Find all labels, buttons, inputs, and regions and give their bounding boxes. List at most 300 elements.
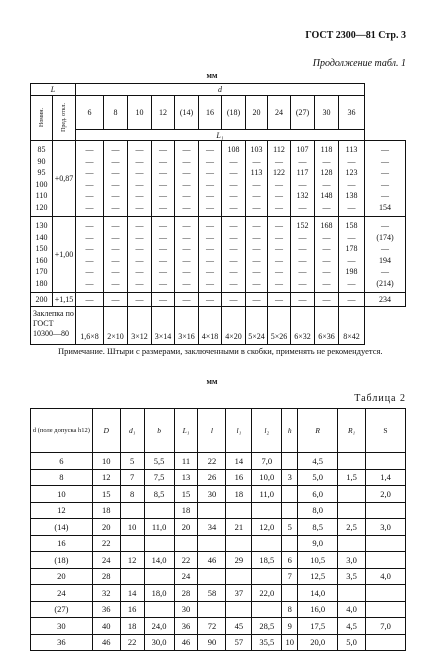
rivet-size: 2×10 (104, 307, 128, 345)
cell-value: — (275, 267, 283, 276)
cell-value: — (229, 221, 238, 230)
d-value: (14) (175, 96, 199, 130)
table1-unit: мм (206, 71, 218, 80)
table-cell: 5 (282, 519, 298, 536)
cell-value: — (111, 191, 120, 200)
cell-value: — (182, 168, 191, 177)
rivet-size: 5×24 (246, 307, 268, 345)
cell-value: — (182, 232, 191, 242)
table-cell (252, 502, 282, 519)
cell-value: — (298, 202, 307, 212)
cell-value: — (111, 179, 120, 189)
cell-value: — (111, 221, 120, 230)
table2-header: l₂ (252, 409, 282, 453)
table-cell: 2,0 (366, 486, 406, 503)
table-row (31, 618, 406, 635)
table-cell: — (76, 293, 104, 307)
table-cell: 36 (174, 618, 198, 635)
table2-header: l (198, 409, 226, 453)
table-cell: 13 (174, 469, 198, 486)
table2-header: b (144, 409, 174, 453)
table-cell: 18 (226, 486, 252, 503)
table-row (31, 552, 406, 569)
table-cell: 12 (92, 469, 120, 486)
table-row (31, 453, 406, 470)
table-cell: 18,0 (144, 585, 174, 602)
table-cell: 4,0 (366, 568, 406, 585)
table-cell (120, 535, 144, 552)
cell-value: — (347, 278, 356, 288)
table2-header: d (поле допуска h12) (31, 409, 93, 453)
cell-value: 194 (379, 255, 391, 265)
cell-value: — (229, 156, 238, 166)
cell-value: — (322, 179, 331, 189)
table2-title: Таблица 2 (354, 393, 406, 404)
cell-value: — (347, 232, 356, 242)
L-value: 120 (35, 202, 48, 212)
table-row (31, 486, 406, 503)
table-cell: 12,0 (252, 519, 282, 536)
cell-value: — (206, 191, 214, 200)
table-cell (339, 217, 365, 293)
table-cell: 10 (31, 486, 93, 503)
cell-value: 148 (320, 191, 333, 200)
d-value: (27) (291, 96, 315, 130)
table-cell: 24 (92, 552, 120, 569)
table-cell (268, 217, 291, 293)
d-value: 16 (199, 96, 222, 130)
table-row (31, 568, 406, 585)
table-cell: 24 (31, 585, 93, 602)
cell-value: — (182, 156, 191, 166)
rivet-size: 3×14 (152, 307, 175, 345)
cell-value: — (182, 202, 191, 212)
cell-value: — (85, 255, 94, 265)
table-cell (120, 502, 144, 519)
cell-value: — (229, 168, 238, 177)
cell-value: — (135, 244, 144, 253)
table-cell: 8,0 (298, 502, 338, 519)
cell-value: — (298, 232, 307, 242)
table-cell: 22 (174, 552, 198, 569)
cell-value: — (322, 232, 331, 242)
cell-value: — (135, 221, 144, 230)
table-cell: 9 (282, 618, 298, 635)
table-row (31, 601, 406, 618)
cell-value: — (252, 156, 261, 166)
table-cell: 7,5 (144, 469, 174, 486)
table-cell: 30 (198, 486, 226, 503)
table-cell: 46 (92, 634, 120, 651)
cell-value: — (229, 278, 238, 288)
table-cell: 5,0 (298, 469, 338, 486)
cell-value: — (229, 255, 238, 265)
rivet-size: 8×42 (339, 307, 365, 345)
table-cell: 37 (226, 585, 252, 602)
cell-value: — (135, 255, 144, 265)
d-value: 30 (315, 96, 339, 130)
table-cell: 10 (92, 453, 120, 470)
table-cell (226, 502, 252, 519)
table-cell: 30 (31, 618, 93, 635)
table-cell: 20 (92, 519, 120, 536)
table-cell: 22 (92, 535, 120, 552)
table-cell: 26 (198, 469, 226, 486)
table-cell: 22,0 (252, 585, 282, 602)
table-cell: 21 (226, 519, 252, 536)
table-cell: 5,0 (338, 634, 366, 651)
table-cell: (14) (31, 519, 93, 536)
cell-value: 118 (320, 145, 333, 154)
cell-value: — (347, 156, 356, 166)
table-cell: 8 (282, 601, 298, 618)
table-cell (366, 535, 406, 552)
cell-value: — (275, 255, 283, 265)
table-cell: 30,0 (144, 634, 174, 651)
table-cell: 40 (92, 618, 120, 635)
cell-value: 122 (273, 168, 285, 177)
cell-value: 138 (345, 191, 358, 200)
table-cell (246, 141, 268, 217)
cell-value: — (182, 191, 191, 200)
table-cell (76, 141, 104, 217)
table2 (30, 408, 406, 651)
col-header-L1: L₁ (76, 130, 365, 141)
table-cell: 29 (226, 552, 252, 569)
table-cell (198, 601, 226, 618)
cell-value: — (322, 255, 331, 265)
table-cell: 11 (174, 453, 198, 470)
cell-value: — (159, 244, 167, 253)
cell-value: — (322, 278, 331, 288)
cell-value: — (381, 244, 389, 253)
cell-value: — (111, 202, 120, 212)
L-value: 90 (37, 156, 46, 166)
cell-value: — (159, 145, 167, 154)
L-value: 140 (35, 232, 48, 242)
table-cell: 18 (120, 618, 144, 635)
cell-value: 108 (227, 145, 240, 154)
cell-value: — (322, 244, 331, 253)
table1-rivet-row (31, 307, 406, 345)
cell-value: — (275, 191, 283, 200)
cell-value: — (275, 278, 283, 288)
table-cell: 16 (226, 469, 252, 486)
cell-value: — (381, 267, 389, 276)
table2-header: h (282, 409, 298, 453)
cell-value: — (347, 202, 356, 212)
tolerance-2: +1,00 (53, 217, 76, 293)
table-row (31, 519, 406, 536)
table-cell: 14,0 (144, 552, 174, 569)
table1-group1 (31, 141, 406, 217)
table-cell (152, 217, 175, 293)
cell-value: — (182, 255, 191, 265)
cell-value: — (135, 168, 144, 177)
cell-value: — (85, 145, 94, 154)
table-cell: 12 (31, 502, 93, 519)
table-cell: 1,4 (366, 469, 406, 486)
cell-value: — (135, 191, 144, 200)
table-cell: — (152, 293, 175, 307)
table-cell (366, 453, 406, 470)
table-cell: 16,0 (298, 601, 338, 618)
table-cell: 28 (92, 568, 120, 585)
cell-value: — (252, 221, 261, 230)
table-cell: 8 (120, 486, 144, 503)
cell-value: — (381, 168, 389, 177)
table-cell: 12,5 (298, 568, 338, 585)
rivet-size: 4×20 (222, 307, 246, 345)
table-cell (175, 217, 199, 293)
cell-value: — (111, 267, 120, 276)
table-cell: 15 (92, 486, 120, 503)
table-cell: — (222, 293, 246, 307)
cell-value: — (135, 179, 144, 189)
cell-value: — (159, 267, 167, 276)
table-cell: 58 (198, 585, 226, 602)
table-row (31, 535, 406, 552)
table-cell: 10 (120, 519, 144, 536)
cell-value: — (85, 202, 94, 212)
table-cell (120, 568, 144, 585)
table-cell: — (199, 293, 222, 307)
cell-value: — (298, 267, 307, 276)
table1-group2 (31, 217, 406, 293)
table2-header: S (366, 409, 406, 453)
cell-value: 107 (296, 145, 309, 154)
table-cell: 3,0 (338, 552, 366, 569)
table-cell: 3 (282, 469, 298, 486)
table-cell: 18 (92, 502, 120, 519)
table-cell: 1,5 (338, 469, 366, 486)
cell-value: 198 (345, 267, 358, 276)
cell-value: — (252, 202, 261, 212)
cell-value: 112 (273, 145, 285, 154)
table-cell: 2,5 (338, 519, 366, 536)
L-value: 200 (31, 293, 53, 307)
L-value: 95 (37, 168, 46, 177)
table-cell: 4,0 (338, 601, 366, 618)
d-value: 12 (152, 96, 175, 130)
table-cell (282, 453, 298, 470)
table-cell (128, 217, 152, 293)
table1 (30, 83, 406, 345)
cell-value: — (159, 168, 167, 177)
cell-value: — (111, 255, 120, 265)
cell-value: — (85, 168, 94, 177)
cell-value: — (252, 255, 261, 265)
cell-value: — (159, 221, 167, 230)
table-cell: 20,0 (298, 634, 338, 651)
d-value: 8 (104, 96, 128, 130)
cell-value: — (322, 156, 331, 166)
table-cell: 34 (198, 519, 226, 536)
L-values-2 (31, 217, 53, 293)
col-header-nominal: Номин. (31, 96, 53, 141)
cell-value: — (347, 179, 356, 189)
d-value: 6 (76, 96, 104, 130)
cell-value: — (206, 255, 214, 265)
table-cell: 90 (198, 634, 226, 651)
table-cell: 20 (31, 568, 93, 585)
table-cell: 7 (282, 568, 298, 585)
table-cell (252, 601, 282, 618)
cell-value: — (229, 191, 238, 200)
cell-value: — (275, 244, 283, 253)
cell-value: — (182, 145, 191, 154)
cell-value: — (298, 156, 307, 166)
table-cell (366, 585, 406, 602)
cell-value: — (206, 168, 214, 177)
table-cell: 6 (282, 552, 298, 569)
cell-value: — (135, 202, 144, 212)
cell-value: — (135, 278, 144, 288)
table-cell (144, 568, 174, 585)
table-cell: 16 (31, 535, 93, 552)
table-cell: 8 (31, 469, 93, 486)
L-value: 180 (35, 278, 48, 288)
cell-value: (214) (376, 278, 394, 288)
L-value: 150 (35, 244, 48, 253)
cell-value: — (135, 156, 144, 166)
table-cell (365, 141, 406, 217)
cell-value: — (229, 267, 238, 276)
cell-value: — (111, 156, 120, 166)
cell-value: — (252, 267, 261, 276)
cell-value: — (85, 267, 94, 276)
table-cell: 7,0 (366, 618, 406, 635)
table-cell: 16 (120, 601, 144, 618)
d-value: 24 (268, 96, 291, 130)
table-cell (226, 568, 252, 585)
table-cell: 7,0 (252, 453, 282, 470)
table-cell: 36 (92, 601, 120, 618)
cell-value: 132 (296, 191, 309, 200)
table-cell: (18) (31, 552, 93, 569)
table-cell: 20 (174, 519, 198, 536)
cell-value: 103 (250, 145, 263, 154)
cell-value: (174) (376, 232, 394, 242)
cell-value: — (159, 156, 167, 166)
cell-value: — (252, 278, 261, 288)
table-cell (246, 217, 268, 293)
rivet-size: 1,6×8 (76, 307, 104, 345)
d-value: 36 (339, 96, 365, 130)
table-cell: 3,5 (338, 568, 366, 585)
table-cell: 24 (174, 568, 198, 585)
rivet-size: 3×16 (175, 307, 199, 345)
table-cell: 9,0 (298, 535, 338, 552)
cell-value: — (159, 202, 167, 212)
table-cell: — (315, 293, 339, 307)
table-cell (226, 535, 252, 552)
L-value: 170 (35, 267, 48, 276)
table-cell (198, 535, 226, 552)
cell-value: — (111, 232, 120, 242)
col-header-L: L (31, 84, 76, 96)
cell-value: 178 (345, 244, 358, 253)
table-cell (144, 502, 174, 519)
L-value: 160 (35, 255, 48, 265)
table-cell (282, 502, 298, 519)
cell-value: — (85, 156, 94, 166)
table-cell: — (246, 293, 268, 307)
rivet-size: 6×36 (315, 307, 339, 345)
table-cell: 57 (226, 634, 252, 651)
cell-value: — (252, 179, 261, 189)
table-cell (252, 535, 282, 552)
table-cell: 22 (120, 634, 144, 651)
table-row (31, 634, 406, 651)
table-cell: 6,0 (298, 486, 338, 503)
cell-value: — (159, 232, 167, 242)
table-cell: 8,5 (144, 486, 174, 503)
tolerance-1: +0,87 (53, 141, 76, 217)
table-cell (338, 486, 366, 503)
table-cell: 7 (120, 469, 144, 486)
cell-value: — (182, 267, 191, 276)
table-cell (144, 535, 174, 552)
cell-value: — (229, 179, 238, 189)
table-cell: 18 (174, 502, 198, 519)
table2-header: d₁ (120, 409, 144, 453)
cell-value: — (322, 267, 331, 276)
table-row (31, 502, 406, 519)
cell-value: — (206, 202, 214, 212)
table-cell: 4,5 (338, 618, 366, 635)
table-cell (128, 141, 152, 217)
cell-value: — (111, 278, 120, 288)
table-cell (222, 217, 246, 293)
table-cell (338, 502, 366, 519)
cell-value: — (206, 221, 214, 230)
table-cell: 10,5 (298, 552, 338, 569)
cell-value: — (85, 278, 94, 288)
table-cell: 14,0 (298, 585, 338, 602)
table-cell (268, 141, 291, 217)
table-cell (222, 141, 246, 217)
table-cell: 12 (120, 552, 144, 569)
d-value: 10 (128, 96, 152, 130)
cell-value: — (159, 191, 167, 200)
table-cell: — (291, 293, 315, 307)
table-cell: 32 (92, 585, 120, 602)
table-cell: — (268, 293, 291, 307)
table-cell (338, 585, 366, 602)
table-cell (291, 141, 315, 217)
cell-value: — (206, 267, 214, 276)
col-header-d: d (76, 84, 365, 96)
cell-value: 158 (345, 221, 358, 230)
cell-value: — (159, 278, 167, 288)
table-cell: 11,0 (252, 486, 282, 503)
cell-value: — (252, 191, 261, 200)
table-cell: 5 (120, 453, 144, 470)
table-cell: 17,5 (298, 618, 338, 635)
cell-value: — (381, 191, 389, 200)
L-value: 130 (35, 221, 48, 230)
cell-value: — (275, 202, 283, 212)
rivet-size: 6×32 (291, 307, 315, 345)
cell-value: — (85, 179, 94, 189)
cell-value: — (229, 232, 238, 242)
table-note: Примечание. Штыри с размерами, заключенными в скобки, применять не рекомендуется. (58, 346, 383, 356)
cell-value: 113 (345, 145, 358, 154)
cell-value: — (206, 278, 214, 288)
cell-value: — (275, 179, 283, 189)
cell-value: — (111, 145, 120, 154)
